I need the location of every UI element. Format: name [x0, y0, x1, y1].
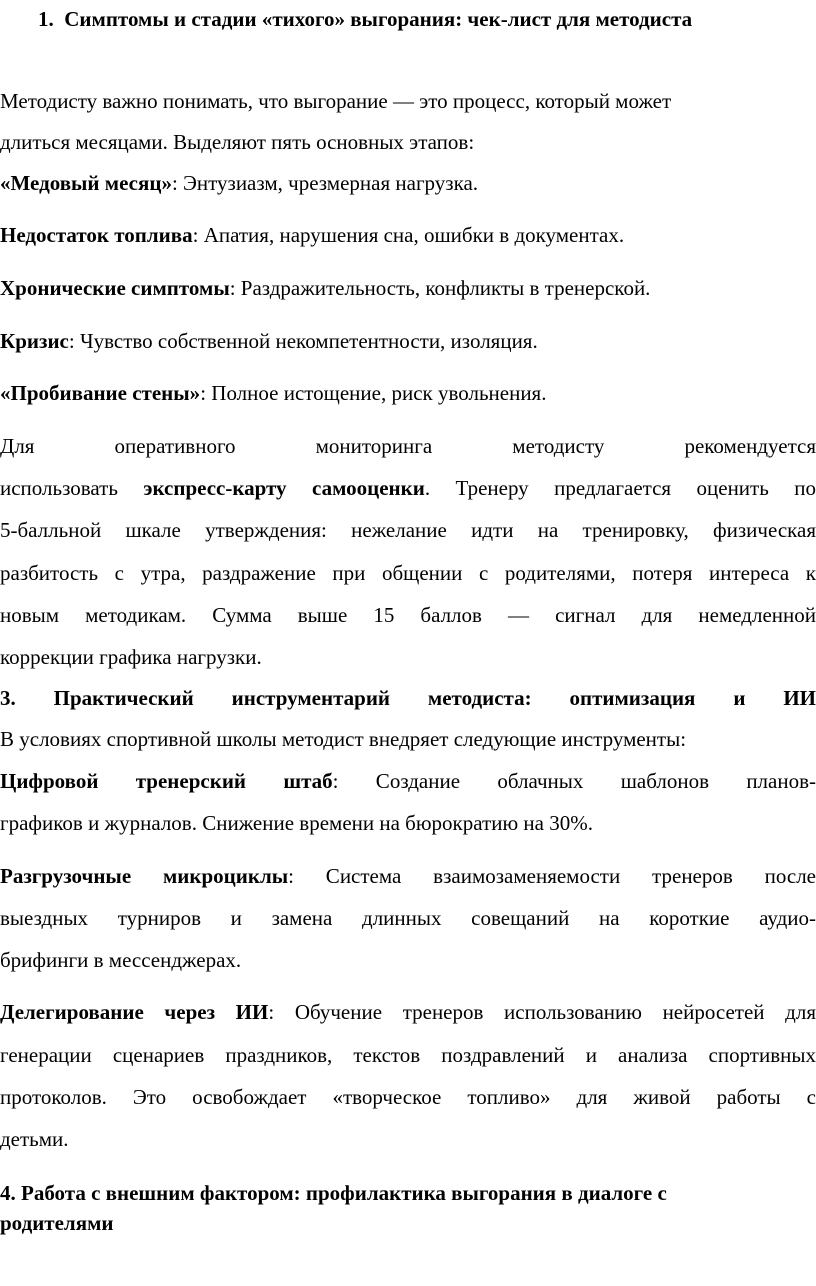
section-1-number: 1. — [38, 7, 54, 31]
stage-text: : Полное истощение, риск увольнения. — [200, 381, 547, 405]
stage-term: Недостаток топлива — [0, 223, 193, 247]
tool-3-line-2: генерации сценариев праздников, текстов поздравлений и анализа спортивных — [0, 1043, 816, 1067]
section-1-title: Симптомы и стадии «тихого» выгорания: чек-лист для методиста — [64, 7, 693, 31]
tool-1-term: Цифровой тренерский штаб — [0, 769, 333, 793]
stage-term: Хронические симптомы — [0, 276, 230, 300]
stage-term: «Медовый месяц» — [0, 171, 172, 195]
intro-line-1: Методисту важно понимать, что выгорание — это процесс, который может — [0, 89, 672, 113]
stage-item — [0, 273, 816, 303]
intro-line-2: длиться месяцами. Выделяют пять основных этапов: — [0, 130, 475, 154]
tool-3-line-3: протоколов. Это освобождает «творческое топливо» для живой работы с — [0, 1085, 816, 1109]
stage-term: «Пробивание стены» — [0, 381, 201, 405]
tool-3-line-4: детьми. — [0, 1127, 69, 1151]
monitoring-text: использовать — [0, 476, 144, 500]
stage-item — [0, 168, 816, 198]
monitoring-line-3: 5-балльной шкале утверждения: нежелание идти на тренировку, физическая — [0, 518, 816, 542]
stage-text: : Чувство собственной некомпетентности, изоляция. — [68, 329, 538, 353]
tool-2-line-3: брифинги в мессенджерах. — [0, 948, 242, 972]
monitoring-line-2 — [0, 473, 816, 503]
stage-item — [0, 378, 816, 408]
monitoring-line-6: коррекции графика нагрузки. — [0, 645, 262, 669]
stage-text: : Энтузиазм, чрезмерная нагрузка. — [171, 171, 479, 195]
stage-term: Кризис — [0, 329, 69, 353]
stage-item — [0, 220, 816, 250]
stage-item — [0, 326, 816, 356]
tool-3-line-1 — [0, 997, 816, 1027]
section-3-heading: 3. Практический инструментарий методиста: оптимизация и ИИ — [0, 686, 816, 710]
tool-2-line-1 — [0, 861, 816, 891]
tool-text: : Создание облачных шаблонов планов- — [332, 769, 816, 793]
section-4-heading-line-2: родителями — [0, 1211, 114, 1235]
stage-text: : Раздражительность, конфликты в тренерской. — [229, 276, 651, 300]
section-1-heading — [38, 4, 816, 34]
stage-text: : Апатия, нарушения сна, ошибки в документах. — [192, 223, 625, 247]
express-card-term: экспресс-карту самооценки — [143, 476, 425, 500]
section-4-heading-line-1: 4. Работа с внешним фактором: профилактика выгорания в диалоге с — [0, 1181, 667, 1205]
tool-3-term: Делегирование через ИИ — [0, 1000, 269, 1024]
tool-text: : Система взаимозаменяемости тренеров после — [288, 864, 816, 888]
tool-text: : Обучение тренеров использованию нейросетей для — [268, 1000, 816, 1024]
tool-1-line-2: графиков и журналов. Снижение времени на бюрократию на 30%. — [0, 811, 593, 835]
monitoring-line-4: разбитость с утра, раздражение при общении с родителями, потеря интереса к — [0, 561, 816, 585]
tool-1-line-1 — [0, 766, 816, 796]
tools-intro: В условиях спортивной школы методист внедряет следующие инструменты: — [0, 727, 687, 751]
monitoring-line-1: Для оперативного мониторинга методисту рекомендуется — [0, 434, 816, 458]
monitoring-text: . Тренеру предлагается оценить по — [424, 476, 816, 500]
tool-2-line-2: выездных турниров и замена длинных совещаний на короткие аудио- — [0, 906, 816, 930]
tool-2-term: Разгрузочные микроциклы — [0, 864, 289, 888]
monitoring-line-5: новым методикам. Сумма выше 15 баллов — сигнал для немедленной — [0, 603, 816, 627]
